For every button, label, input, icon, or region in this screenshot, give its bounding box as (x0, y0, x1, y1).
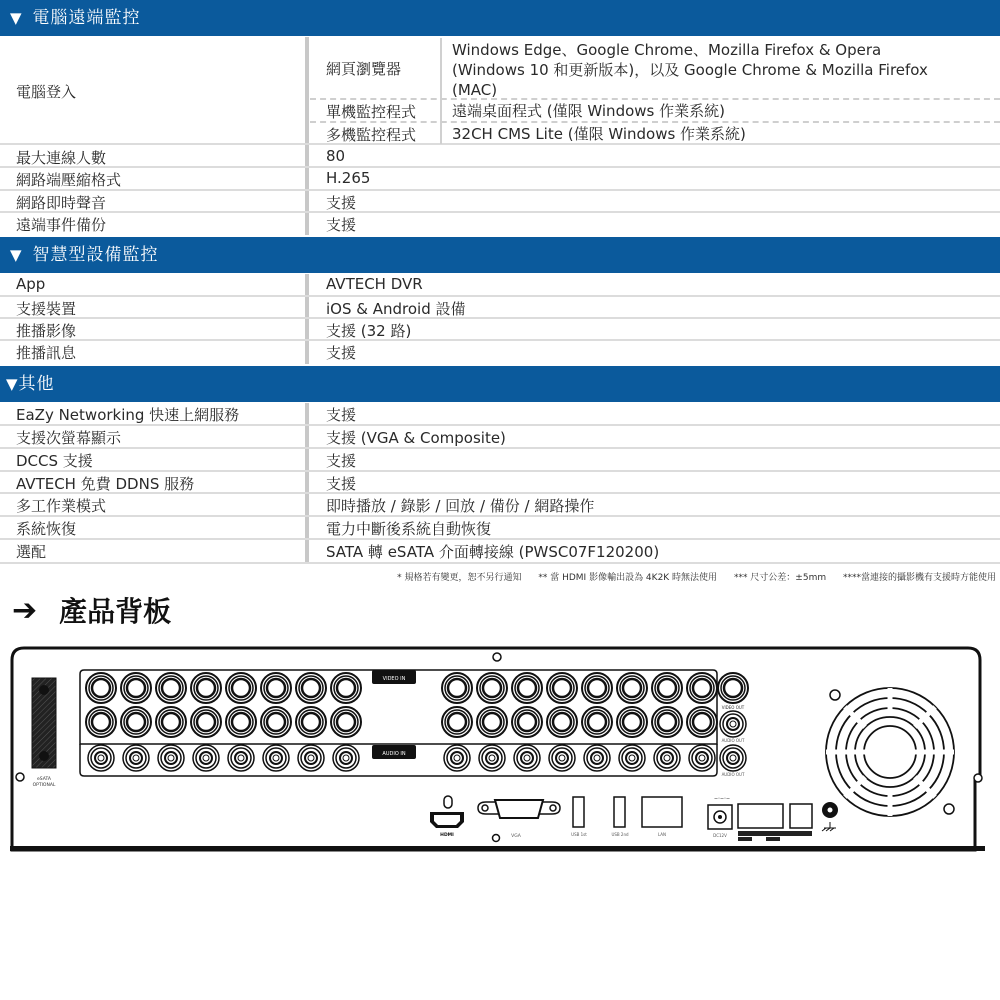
spec-label: EaZy Networking 快速上網服務 (16, 406, 240, 424)
section-title: 其他 (18, 374, 55, 394)
spec-label: 網路端壓縮格式 (16, 171, 122, 189)
spec-row (0, 517, 1000, 540)
sub-value-multi: 32CH CMS Lite (僅限 Windows 作業系統) (452, 125, 746, 143)
spec-row (0, 472, 1000, 494)
spec-value: 支援 (326, 406, 357, 424)
sub-label-multi: 多機監控程式 (326, 126, 417, 144)
browser-line-3: (MAC) (452, 81, 498, 99)
spec-row (0, 426, 1000, 449)
section-header-smart-device (0, 237, 1000, 273)
svg-text:USB 1st: USB 1st (571, 832, 587, 837)
svg-text:HDMI: HDMI (440, 833, 454, 838)
section-title: 智慧型設備監控 (32, 245, 159, 265)
footnotes (383, 570, 996, 583)
spec-value: 支援 (326, 216, 357, 234)
spec-value: H.265 (326, 169, 371, 187)
spec-row (0, 297, 1000, 319)
back-panel-heading: 產品背板 (59, 595, 172, 628)
spec-label: 選配 (16, 543, 47, 561)
svg-text:VGA: VGA (511, 834, 521, 839)
spec-label: 推播訊息 (16, 344, 77, 362)
spec-label: DCCS 支援 (16, 452, 93, 470)
spec-label: 系統恢復 (16, 520, 77, 538)
spec-row (0, 494, 1000, 517)
spec-label: AVTECH 免費 DDNS 服務 (16, 475, 195, 493)
svg-text:VIDEO IN: VIDEO IN (382, 676, 406, 682)
svg-text:OPTIONAL: OPTIONAL (32, 783, 56, 788)
spec-label: 電腦登入 (16, 83, 77, 101)
svg-text:AUDIO OUT: AUDIO OUT (721, 772, 745, 777)
spec-row (0, 540, 1000, 564)
triangle-down-icon: ▼ (10, 246, 23, 264)
spec-value: 支援 (326, 475, 357, 493)
svg-text:AUDIO IN: AUDIO IN (382, 751, 406, 757)
svg-text:─◦─◦─: ─◦─◦─ (714, 796, 730, 802)
svg-text:VIDEO OUT: VIDEO OUT (721, 705, 745, 710)
browser-line-1: Windows Edge、Google Chrome、Mozilla Firefox & Opera (452, 41, 882, 59)
svg-text:LAN: LAN (657, 832, 667, 837)
sub-label-single: 單機監控程式 (326, 103, 417, 121)
svg-text:DC12V: DC12V (713, 833, 727, 838)
spec-row (0, 341, 1000, 364)
arrow-right-icon: ➔ (12, 592, 38, 628)
spec-label: 支援次螢幕顯示 (16, 429, 122, 447)
spec-row (0, 403, 1000, 426)
browser-line-2: (Windows 10 和更新版本)，以及 Google Chrome & Mozilla Firefox (452, 61, 928, 79)
section-header-others (0, 366, 1000, 402)
spec-value: iOS & Android 設備 (326, 300, 466, 318)
footnote: * 規格若有變更，恕不另行通知 (397, 573, 522, 583)
section-title: 電腦遠端監控 (32, 8, 141, 28)
spec-label: App (16, 275, 46, 293)
svg-text:AUDIO OUT: AUDIO OUT (721, 738, 745, 743)
spec-row (0, 146, 1000, 168)
spec-value: 80 (326, 147, 346, 165)
triangle-down-icon: ▼ (10, 9, 23, 27)
spec-value: 支援 (326, 344, 357, 362)
spec-label: 多工作業模式 (16, 497, 107, 515)
triangle-down-icon: ▼ (6, 375, 19, 393)
dashed-divider (310, 121, 1000, 123)
svg-text:USB 2nd: USB 2nd (611, 832, 629, 837)
spec-value: 支援 (326, 194, 357, 212)
sub-value-single: 遠端桌面程式 (僅限 Windows 作業系統) (452, 102, 725, 120)
svg-text:eSATA: eSATA (37, 777, 51, 782)
sub-column-divider (440, 38, 442, 144)
spec-value: AVTECH DVR (326, 275, 423, 293)
spec-label: 推播影像 (16, 322, 77, 340)
sub-label-browser: 網頁瀏覽器 (326, 60, 402, 78)
spec-row (0, 191, 1000, 213)
spec-row (0, 168, 1000, 191)
spec-value: SATA 轉 eSATA 介面轉接線 (PWSC07F120200) (326, 543, 660, 561)
footnote: ** 當 HDMI 影像輸出設為 4K2K 時無法使用 (538, 573, 718, 583)
spec-value: 支援 (326, 452, 357, 470)
back-panel-diagram (0, 640, 1000, 855)
spec-label: 遠端事件備份 (16, 216, 107, 234)
footnote: *** 尺寸公差：±5mm (733, 573, 827, 583)
spec-value: 支援 (VGA & Composite) (326, 429, 506, 447)
spec-value: 即時播放 / 錄影 / 回放 / 備份 / 網路操作 (326, 497, 595, 515)
spec-label: 最大連線人數 (16, 149, 107, 167)
spec-label: 支援裝置 (16, 300, 77, 318)
sub-value-browser (452, 40, 928, 100)
spec-label: 網路即時聲音 (16, 194, 107, 212)
spec-row (0, 449, 1000, 472)
dashed-divider (310, 98, 1000, 100)
spec-value: 電力中斷後系統自動恢復 (326, 520, 492, 538)
section-header-remote-monitoring (0, 0, 1000, 36)
back-panel-title (12, 590, 171, 630)
spec-value: 支援 (32 路) (326, 322, 412, 340)
footnote: ****當連接的攝影機有支援時方能使用 (842, 573, 996, 583)
spec-row (0, 213, 1000, 235)
spec-row (0, 274, 1000, 297)
spec-row (0, 319, 1000, 341)
